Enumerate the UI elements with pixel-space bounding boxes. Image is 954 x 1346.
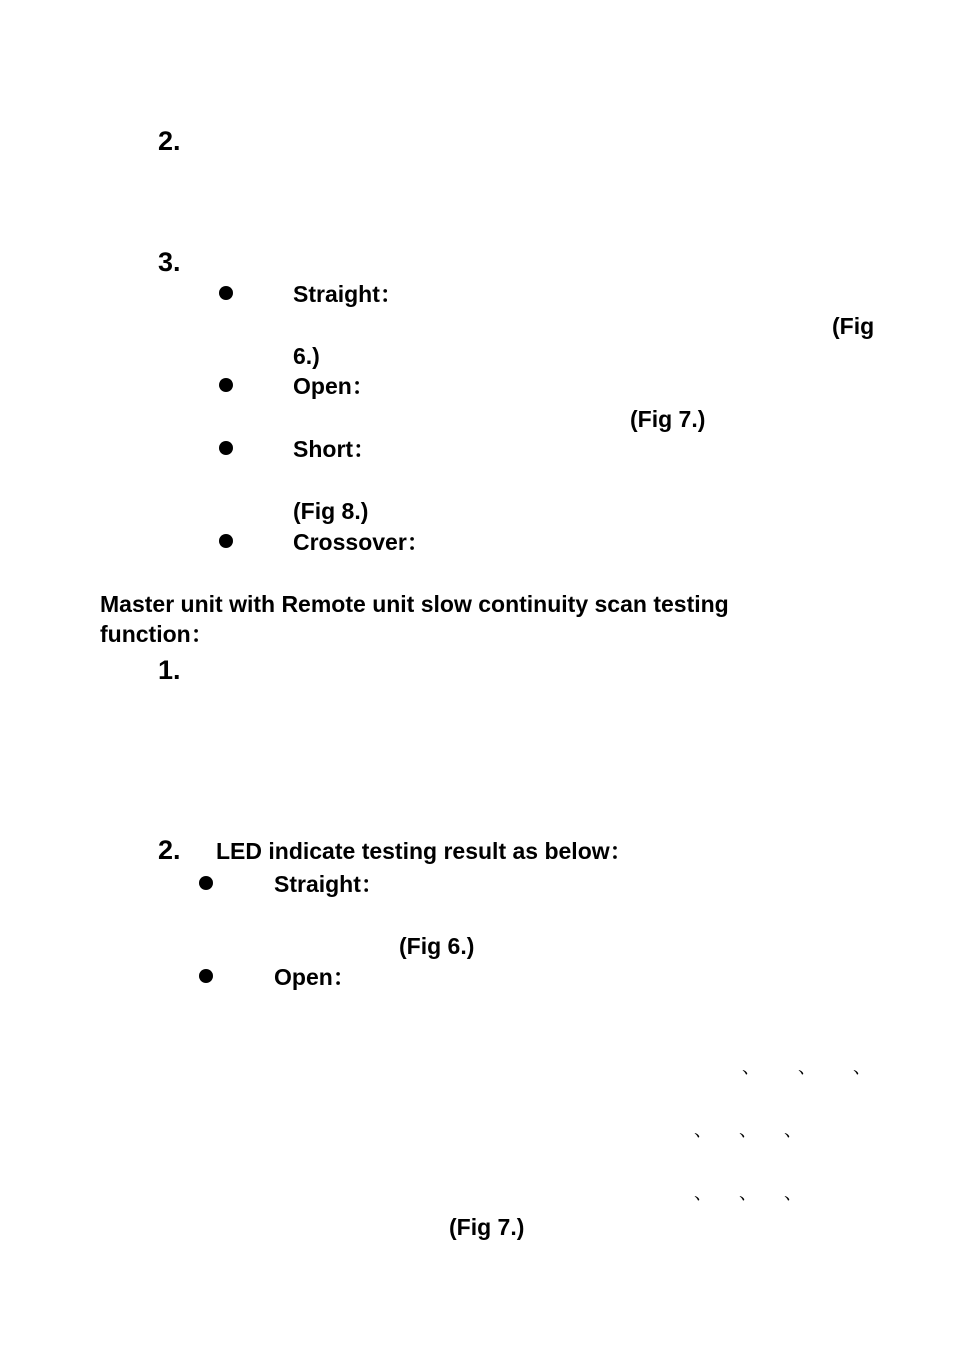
- item-number-3: 3.: [158, 247, 181, 277]
- fig6-ref-part2: 6.): [293, 343, 320, 369]
- fig7-ref-2: (Fig 7.): [449, 1214, 525, 1240]
- item-number-1: 1.: [158, 655, 181, 685]
- crossover-label: Crossover：: [293, 529, 430, 555]
- bullet-icon: [199, 969, 213, 983]
- bullet-icon: [219, 286, 233, 300]
- enum-comma: 、: [798, 1057, 816, 1077]
- fig6-ref-2: (Fig 6.): [399, 933, 475, 959]
- fig8-ref: (Fig 8.): [293, 498, 369, 524]
- enum-comma: 、: [739, 1120, 757, 1140]
- bullet-icon: [219, 534, 233, 548]
- bullet-icon: [199, 876, 213, 890]
- fig6-ref-part1: (Fig: [832, 313, 875, 339]
- item-number-2b: 2.: [158, 835, 181, 865]
- fig7-ref: (Fig 7.): [630, 406, 706, 432]
- open-label: Open：: [293, 373, 375, 399]
- led-result-text: LED indicate testing result as below：: [216, 838, 633, 864]
- bullet-icon: [219, 441, 233, 455]
- bullet-icon: [219, 378, 233, 392]
- enum-comma: 、: [742, 1057, 760, 1077]
- enum-comma: 、: [694, 1183, 712, 1203]
- section-heading-line1: Master unit with Remote unit slow continuity scan testing: [100, 591, 729, 617]
- straight-label: Straight：: [293, 281, 403, 307]
- enum-comma: 、: [784, 1183, 802, 1203]
- open-label-2: Open：: [274, 964, 356, 990]
- enum-comma: 、: [784, 1120, 802, 1140]
- enum-comma: 、: [739, 1183, 757, 1203]
- enum-comma: 、: [694, 1120, 712, 1140]
- item-number-2: 2.: [158, 126, 181, 156]
- straight-label-2: Straight：: [274, 871, 384, 897]
- short-label: Short：: [293, 436, 377, 462]
- enum-comma: 、: [853, 1057, 871, 1077]
- section-heading-line2: function：: [100, 621, 214, 647]
